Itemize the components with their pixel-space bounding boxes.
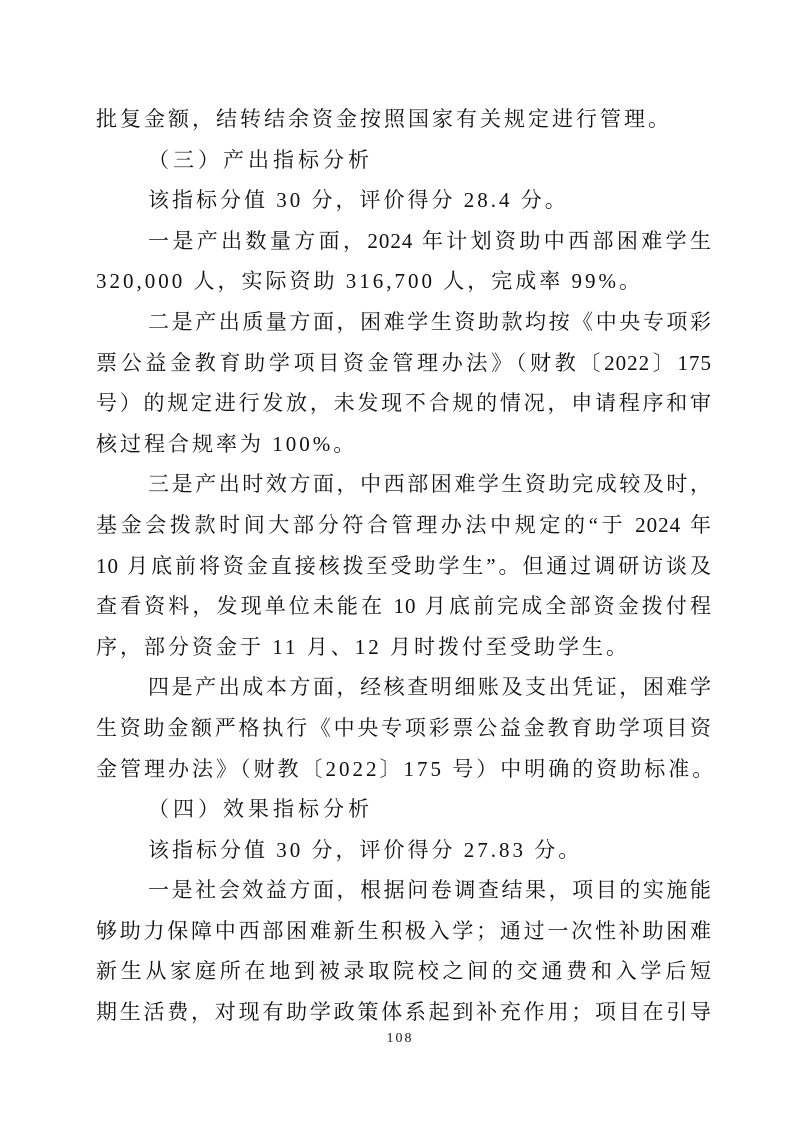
text-line: 基金会拨款时间大部分符合管理办法中规定的“于 2024 年	[96, 512, 712, 537]
text-line: 三是产出时效方面，中西部困难学生资助完成较及时，	[148, 472, 712, 497]
document-text-block	[96, 99, 717, 1033]
text-line: 核过程合规率为 100%。	[96, 431, 358, 456]
text-line: 查看资料，发现单位未能在 10 月底前完成全部资金拨付程	[96, 594, 712, 619]
text-line: 新生从家庭所在地到被录取院校之间的交通费和入学后短	[96, 959, 712, 984]
text-line: 生资助金额严格执行《中央专项彩票公益金教育助学项目资	[96, 715, 712, 740]
text-line: 四是产出成本方面，经核查明细账及支出凭证，困难学	[148, 675, 712, 700]
text-line: 金管理办法》（财教〔2022〕175 号）中明确的资助标准。	[96, 756, 717, 781]
page-number: 108	[386, 1031, 414, 1046]
text-line: 一是社会效益方面，根据问卷调查结果，项目的实施能	[148, 878, 712, 903]
section-heading: （三）产出指标分析	[148, 147, 373, 172]
text-line: 号）的规定进行发放，未发现不合规的情况，申请程序和审	[96, 391, 712, 416]
text-line: 该指标分值 30 分，评价得分 27.83 分。	[148, 837, 583, 862]
text-line: 该指标分值 30 分，评价得分 28.4 分。	[148, 188, 569, 213]
text-line: 一是产出数量方面，2024 年计划资助中西部困难学生	[148, 228, 712, 253]
text-line: 二是产出质量方面，困难学生资助款均按《中央专项彩	[148, 309, 712, 334]
text-line: 320,000 人，实际资助 316,700 人，完成率 99%。	[96, 269, 643, 294]
text-line: 批复金额，结转结余资金按照国家有关规定进行管理。	[96, 107, 672, 131]
text-line: 够助力保障中西部困难新生积极入学；通过一次性补助困难	[96, 918, 712, 943]
text-line: 期生活费，对现有助学政策体系起到补充作用；项目在引导	[96, 1000, 712, 1025]
text-line: 序，部分资金于 11 月、12 月时拨付至受助学生。	[96, 634, 630, 659]
text-line: 票公益金教育助学项目资金管理办法》（财教〔2022〕175	[96, 350, 712, 375]
section-heading: （四）效果指标分析	[148, 797, 373, 822]
text-line: 10 月底前将资金直接核拨至受助学生”。但通过调研访谈及	[96, 553, 712, 578]
